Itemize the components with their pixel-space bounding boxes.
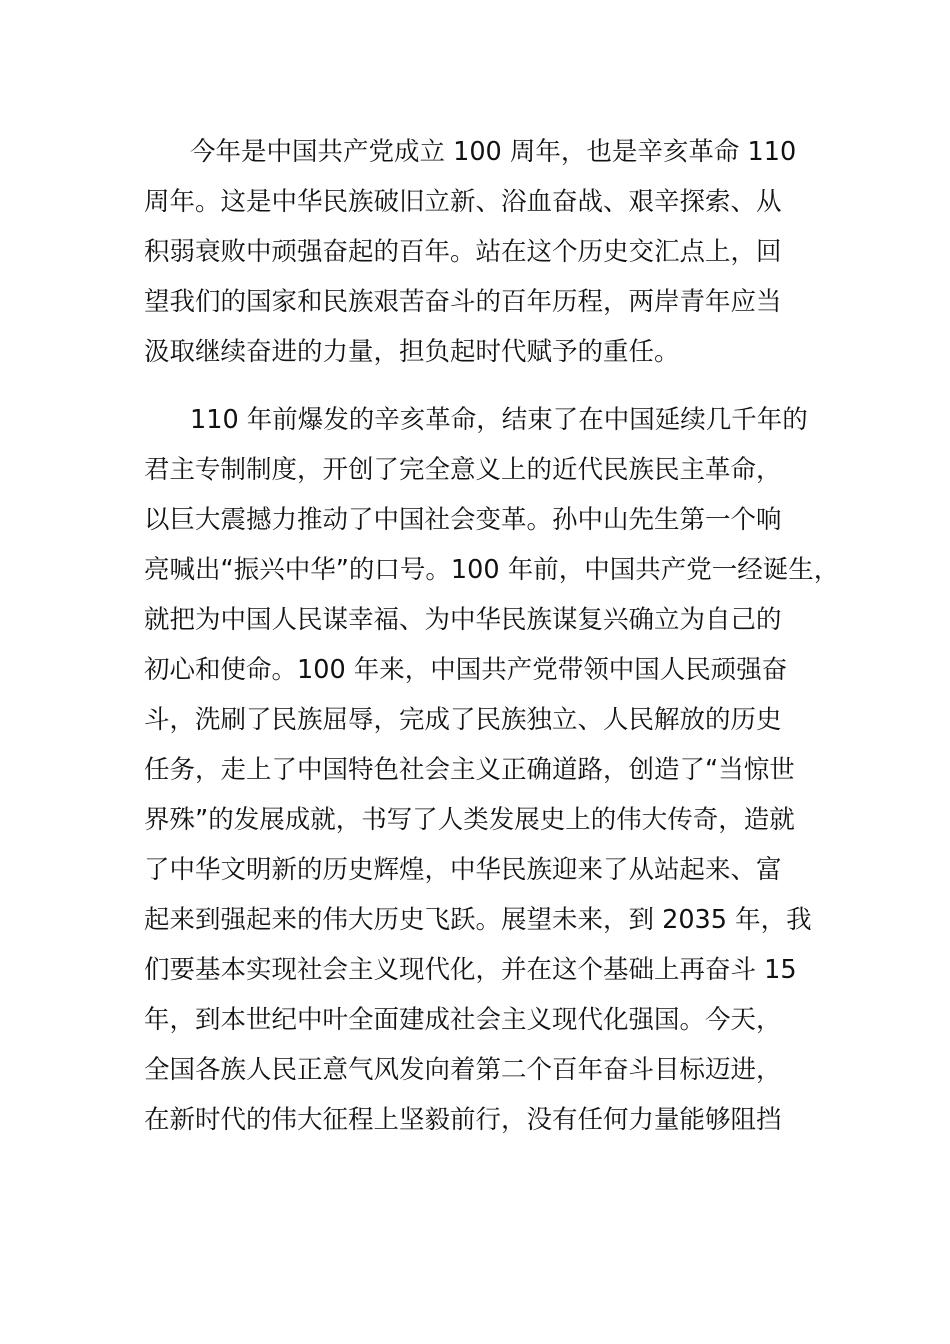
paragraph-line: 亮喊出“振兴中华”的口号。100 年前，中国共产党一经诞生，: [144, 555, 840, 585]
paragraph-line: 汲取继续奋进的力量，担负起时代赋予的重任。: [144, 337, 680, 367]
paragraph-line: 以巨大震撼力推动了中国社会变革。孙中山先生第一个响: [144, 505, 782, 535]
paragraph-line: 任务，走上了中国特色社会主义正确道路，创造了“当惊世: [144, 755, 795, 785]
paragraph-line: 今年是中国共产党成立 100 周年，也是辛亥革命 110: [190, 137, 797, 167]
paragraph-line: 积弱衰败中顽强奋起的百年。站在这个历史交汇点上，回: [144, 237, 782, 267]
paragraph-line: 就把为中国人民谋幸福、为中华民族谋复兴确立为自己的: [144, 605, 782, 635]
paragraph-line: 了中华文明新的历史辉煌，中华民族迎来了从站起来、富: [144, 855, 782, 885]
paragraph-line: 斗，洗刷了民族屈辱，完成了民族独立、人民解放的历史: [144, 705, 782, 735]
body-text: [144, 127, 840, 1145]
paragraph-line: 初心和使命。100 年来，中国共产党带领中国人民顽强奋: [144, 655, 788, 685]
paragraph-line: 周年。这是中华民族破旧立新、浴血奋战、艰辛探索、从: [144, 187, 782, 217]
paragraph-line: 在新时代的伟大征程上坚毅前行，没有任何力量能够阻挡: [144, 1105, 782, 1135]
paragraph-line: 年，到本世纪中叶全面建成社会主义现代化强国。今天，: [144, 1005, 782, 1035]
paragraph-line: 望我们的国家和民族艰苦奋斗的百年历程，两岸青年应当: [144, 287, 782, 317]
paragraph-line: 界殊”的发展成就，书写了人类发展史上的伟大传奇，造就: [144, 805, 795, 835]
paragraph-line: 君主专制制度，开创了完全意义上的近代民族民主革命，: [144, 455, 782, 485]
paragraph-line: 们要基本实现社会主义现代化，并在这个基础上再奋斗 15: [144, 955, 797, 985]
paragraph-line: 全国各族人民正意气风发向着第二个百年奋斗目标迈进，: [144, 1055, 782, 1085]
paragraph-line: 起来到强起来的伟大历史飞跃。展望未来，到 2035 年，我: [144, 905, 812, 935]
paragraph-2: [144, 395, 840, 1145]
paragraph-1: [144, 127, 824, 377]
paragraph-line: 110 年前爆发的辛亥革命，结束了在中国延续几千年的: [190, 405, 808, 435]
